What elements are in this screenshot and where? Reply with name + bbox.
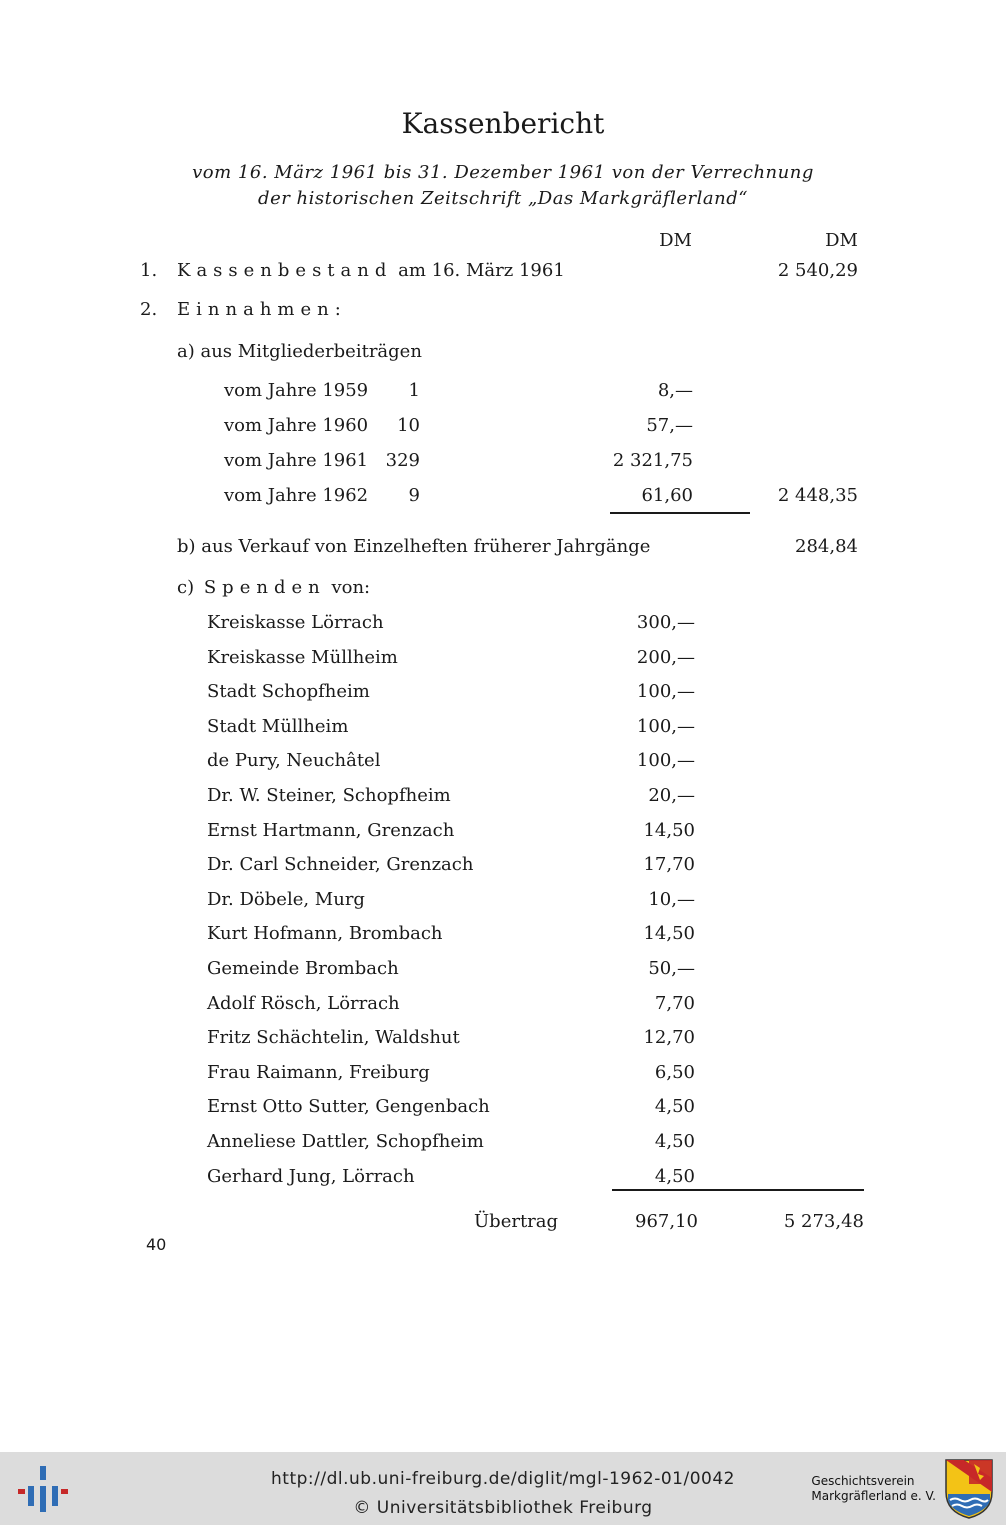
donor-name: Kreiskasse Lörrach — [207, 612, 384, 633]
donation-amount: 100,— — [636, 681, 695, 702]
donor-name: Stadt Müllheim — [207, 716, 349, 737]
section-c-label — [177, 579, 370, 597]
donation-amount: 17,70 — [643, 854, 695, 875]
membership-count: 1 — [408, 380, 420, 401]
subtitle-line-2: der historischen Zeitschrift „Das Markgräflerland“ — [258, 188, 748, 209]
donor-name: Gemeinde Brombach — [207, 958, 399, 979]
page-number: 40 — [146, 1235, 167, 1254]
society-name-line-2: Markgräflerland e. V. — [811, 1489, 936, 1503]
donor-name: Kreiskasse Müllheim — [207, 647, 398, 668]
section-b-total: 284,84 — [795, 536, 858, 557]
donation-amount: 4,50 — [654, 1096, 695, 1117]
column-header-dm-1: DM — [659, 230, 692, 251]
donor-name: Ernst Hartmann, Grenzach — [207, 820, 455, 841]
item-1-label-rest: am 16. März 1961 — [398, 260, 565, 281]
page-title: Kassenbericht — [401, 107, 605, 140]
donor-name: Fritz Schächtelin, Waldshut — [207, 1027, 460, 1048]
donation-amount: 4,50 — [654, 1166, 695, 1187]
donor-name: Adolf Rösch, Lörrach — [207, 993, 400, 1014]
item-1-total: 2 540,29 — [777, 260, 858, 281]
section-a-total: 2 448,35 — [777, 485, 858, 506]
item-1-label-spaced: Kassenbestand — [177, 260, 393, 281]
donation-amount: 300,— — [636, 612, 695, 633]
membership-count: 9 — [408, 485, 420, 506]
donor-name: Gerhard Jung, Lörrach — [207, 1166, 415, 1187]
item-1-label — [177, 262, 565, 280]
society-name — [811, 1474, 936, 1504]
section-b-label: b) aus Verkauf von Einzelheften früherer Jahrgänge — [177, 536, 651, 557]
donation-amount: 4,50 — [654, 1131, 695, 1152]
carry-label: Übertrag — [474, 1211, 559, 1232]
donation-amount: 20,— — [648, 785, 695, 806]
donor-name: Dr. Carl Schneider, Grenzach — [207, 854, 474, 875]
membership-amount: 61,60 — [641, 485, 693, 506]
donor-name: Anneliese Dattler, Schopfheim — [207, 1131, 484, 1152]
membership-amount: 57,— — [646, 415, 693, 436]
carry-amount: 967,10 — [635, 1211, 698, 1232]
item-2-label: Einnahmen: — [177, 299, 347, 320]
donor-name: Stadt Schopfheim — [207, 681, 370, 702]
coat-of-arms-icon — [944, 1458, 994, 1520]
donation-amount: 100,— — [636, 750, 695, 771]
donor-name: Dr. Döbele, Murg — [207, 889, 365, 910]
donor-name: Ernst Otto Sutter, Gengenbach — [207, 1096, 490, 1117]
section-c-label-spaced: Spenden — [203, 577, 326, 598]
subtitle-line-1: vom 16. März 1961 bis 31. Dezember 1961 von der Verrechnung — [192, 162, 814, 183]
carry-rule — [612, 1189, 864, 1191]
donation-amount: 6,50 — [654, 1062, 695, 1083]
membership-year: vom Jahre 1962 — [224, 485, 369, 506]
society-name-line-1: Geschichtsverein — [811, 1474, 915, 1488]
donor-name: de Pury, Neuchâtel — [207, 750, 381, 771]
membership-amount: 8,— — [657, 380, 693, 401]
copyright-notice: © Universitätsbibliothek Freiburg — [353, 1498, 653, 1518]
carry-total: 5 273,48 — [783, 1211, 864, 1232]
document-url[interactable]: http://dl.ub.uni-freiburg.de/diglit/mgl-1962-01/0042 — [271, 1469, 735, 1489]
donation-amount: 7,70 — [654, 993, 695, 1014]
membership-year: vom Jahre 1961 — [224, 450, 369, 471]
item-2-number: 2. — [140, 299, 158, 320]
section-c-prefix: c) — [177, 577, 195, 598]
membership-count: 10 — [397, 415, 420, 436]
donor-name: Kurt Hofmann, Brombach — [207, 923, 443, 944]
donation-amount: 10,— — [648, 889, 695, 910]
membership-count: 329 — [385, 450, 420, 471]
donation-amount: 100,— — [636, 716, 695, 737]
item-1-number: 1. — [140, 260, 158, 281]
donation-amount: 200,— — [636, 647, 695, 668]
column-header-dm-2: DM — [825, 230, 858, 251]
membership-year: vom Jahre 1960 — [224, 415, 369, 436]
membership-amount: 2 321,75 — [612, 450, 693, 471]
section-c-label-rest: von: — [331, 577, 371, 598]
donation-amount: 14,50 — [643, 923, 695, 944]
subtotal-rule — [610, 512, 750, 514]
viewer-footer — [0, 1452, 1006, 1525]
donor-name: Dr. W. Steiner, Schopfheim — [207, 785, 451, 806]
donor-name: Frau Raimann, Freiburg — [207, 1062, 430, 1083]
membership-year: vom Jahre 1959 — [224, 380, 369, 401]
donation-amount: 50,— — [648, 958, 695, 979]
donation-amount: 14,50 — [643, 820, 695, 841]
section-a-label: a) aus Mitgliederbeiträgen — [177, 341, 422, 362]
donation-amount: 12,70 — [643, 1027, 695, 1048]
